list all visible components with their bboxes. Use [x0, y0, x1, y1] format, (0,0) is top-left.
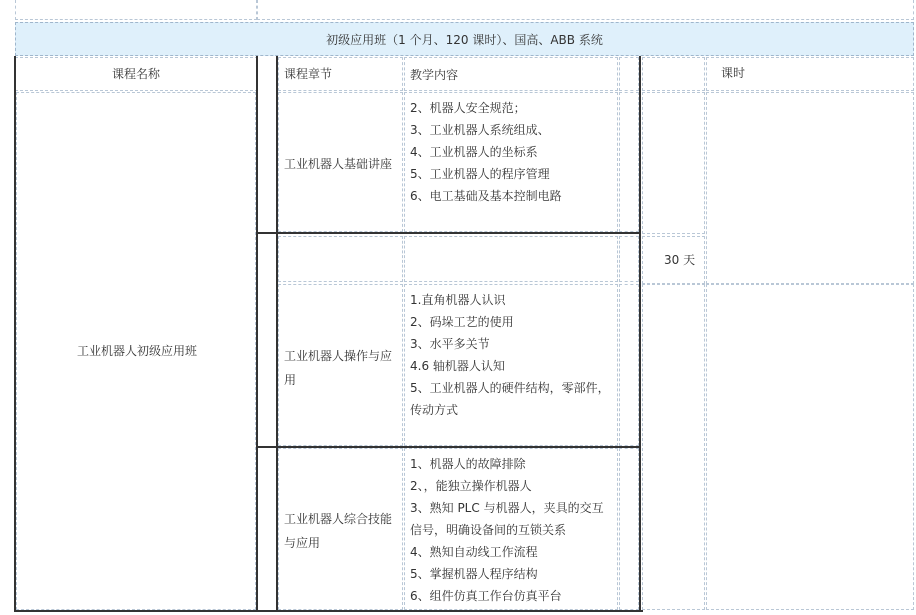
chapter-2-item: 5、工业机器人的硬件结构，零部件，传动方式 [410, 381, 610, 417]
duration-cell [642, 236, 705, 284]
chapter-1-item: 6、电工基础及基本控制电路 [410, 189, 562, 203]
chapter-3-spacer-cell [619, 448, 639, 610]
chapter-2-item: 3、水平多关节 [410, 337, 490, 351]
chapter-2-spacer-cell [619, 284, 639, 446]
header-cell-spacer [619, 57, 639, 91]
hours-cell-upper [706, 92, 914, 284]
empty-row-chapter-cell [278, 236, 403, 282]
chapter-3-title: 工业机器人综合技能与应用 [284, 512, 393, 550]
chapter-1-content-cell [404, 92, 618, 232]
chapter-3-row [258, 448, 641, 610]
chapter-1-row [258, 92, 641, 234]
chapter-2-row [258, 284, 641, 448]
header-content: 教学内容 [410, 68, 459, 82]
chapter-1-title-cell [278, 92, 403, 232]
header-hours: 课时 [721, 66, 746, 80]
chapter-3-content-cell [404, 448, 618, 610]
chapter-1-item: 4、工业机器人的坐标系 [410, 145, 538, 159]
chapter-2-item: 2、码垛工艺的使用 [410, 315, 514, 329]
table-header-row [15, 57, 914, 91]
header-cell-course-name [15, 57, 258, 91]
header-cell-duration [642, 57, 705, 91]
course-name: 工业机器人初级应用班 [77, 344, 198, 358]
chapter-3-title-cell [278, 448, 403, 610]
duration-cell-lower [642, 284, 705, 610]
chapter-1-item: 3、工业机器人系统组成、 [410, 123, 550, 137]
chapter-3-item: 5、掌握机器人程序结构 [410, 567, 538, 581]
top-row-right-cell [257, 0, 914, 20]
top-row-left-cell [15, 0, 257, 20]
chapter-2-item: 1.直角机器人认识 [410, 293, 506, 307]
course-name-cell [16, 92, 256, 610]
chapter-1-item: 5、工业机器人的程序管理 [410, 167, 550, 181]
duration-cell-upper [642, 92, 705, 234]
chapter-3-item: 6、组件仿真工作台仿真平台 [410, 589, 562, 603]
header-cell-chapter [278, 57, 403, 91]
chapter-1-item: 2、机器人安全规范； [410, 101, 526, 115]
class-banner-text: 初级应用班（1 个月、120 课时）、国高、ABB 系统 [326, 32, 603, 47]
header-cell-hours [706, 57, 914, 91]
chapter-2-title: 工业机器人操作与应用 [284, 349, 393, 387]
chapter-3-item: 3、熟知 PLC 与机器人，夹具的交互信号，明确设备间的互锁关系 [410, 501, 604, 537]
duration-value: 30 天 [664, 253, 696, 267]
empty-row-content-cell [404, 236, 618, 282]
chapter-2-title-cell [278, 284, 403, 446]
frame-line-bottom [14, 610, 643, 612]
chapter-2-item: 4.6 轴机器人认知 [410, 359, 505, 373]
chapter-2-content-cell [404, 284, 618, 446]
class-banner [15, 22, 914, 56]
chapter-3-item: 2、，能独立操作机器人 [410, 479, 532, 493]
header-course-name: 课程名称 [112, 67, 161, 81]
chapter-3-item: 4、熟知自动线工作流程 [410, 545, 538, 559]
header-chapter: 课程章节 [284, 67, 333, 81]
empty-row [258, 234, 641, 284]
hours-cell-lower [706, 284, 914, 610]
header-cell-content [404, 57, 618, 91]
empty-row-spacer-cell [619, 236, 639, 282]
chapter-1-spacer-cell [619, 92, 639, 232]
chapter-1-title: 工业机器人基础讲座 [284, 157, 393, 171]
chapter-3-item: 1、机器人的故障排除 [410, 457, 526, 471]
